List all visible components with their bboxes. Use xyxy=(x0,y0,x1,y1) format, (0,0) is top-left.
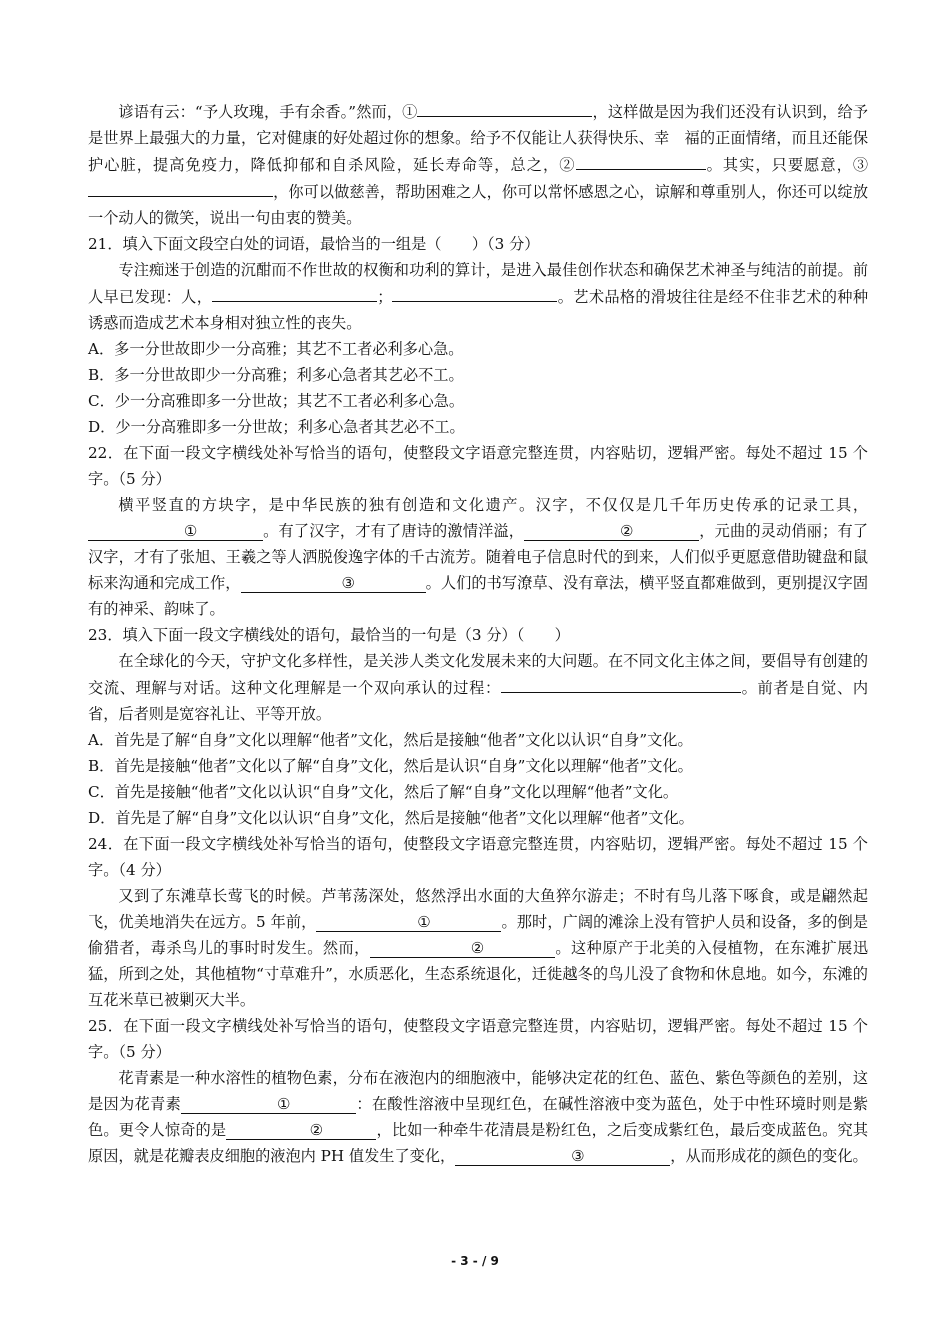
answer-blank[interactable] xyxy=(417,98,592,117)
answer-blank[interactable] xyxy=(576,151,706,170)
answer-blank[interactable]: ② xyxy=(370,939,555,958)
q24-passage: 又到了东滩草长莺飞的时候。芦苇荡深处，悠然浮出水面的大鱼猝尔游走；不时有鸟儿落下啄食，或是翩然起飞，优美地消失在远方。5 年前， ① 。那时，广阔的滩涂上没有管护人员和设备，多的倒是偷猎者，毒杀鸟儿的事时时发生。然而， ② 。这种原产于北美的入侵植物，在东滩扩展迅猛，所到之处，其他植物“寸草难升”，水质恶化，生态系统退化，迁徙越冬的鸟儿没了食物和休息地。如今，东滩的互花米草已被剿灭大半。 xyxy=(88,887,869,1009)
q21-option[interactable]: A．多一分世故即少一分高雅；其艺不工者必利多心急。 xyxy=(88,340,464,358)
answer-blank[interactable] xyxy=(212,283,377,302)
q23-title: 23．填入下面一段文字横线处的语句，最恰当的一句是（3 分）（ ） xyxy=(88,626,570,644)
q22-passage: 横平竖直的方块字，是中华民族的独有创造和文化遗产。汉字，不仅仅是几千年历史传承的记录工具，① 。有了汉字，才有了唐诗的激情洋溢， ② ，元曲的灵动俏丽；有了汉字，才有了张旭、王羲之等人洒脱俊逸字体的千古流芳。随着电子信息时代的到来，人们似乎更愿意借助键盘和鼠标来沟通和完成工作， ③ 。人们的书写潦草、没有章法，横平竖直都难做到，更别提汉字固有的神采、韵味了。 xyxy=(88,496,869,618)
answer-blank[interactable]: ② xyxy=(524,522,699,541)
q21-option[interactable]: B．多一分世故即少一分高雅；利多心急者其艺必不工。 xyxy=(88,366,464,384)
q25-title: 25．在下面一段文字横线处补写恰当的语句，使整段文字语意完整连贯，内容贴切，逻辑严密。每处不超过 15 个字。（5 分） xyxy=(88,1017,868,1061)
q22-title: 22．在下面一段文字横线处补写恰当的语句，使整段文字语意完整连贯，内容贴切，逻辑严密。每处不超过 15 个字。（5 分） xyxy=(88,444,868,488)
answer-blank[interactable] xyxy=(392,283,557,302)
q23-option[interactable]: A．首先是了解“自身”文化以理解“他者”文化，然后是接触“他者”文化以认识“自身”文化。 xyxy=(88,731,693,749)
answer-blank[interactable]: ③ xyxy=(241,574,426,593)
q23-option[interactable]: D．首先是了解“自身”文化以认识“自身”文化，然后是接触“他者”文化以理解“他者”文化。 xyxy=(88,809,694,827)
page-number: - 3 - / 9 xyxy=(451,1254,499,1268)
q21-title: 21．填入下面文段空白处的词语，最恰当的一组是（ ）（3 分） xyxy=(88,235,540,253)
q25-passage: 花青素是一种水溶性的植物色素，分布在液泡内的细胞液中，能够决定花的红色、蓝色、紫色等颜色的差别，这是因为花青素 ① ：在酸性溶液中呈现红色，在碱性溶液中变为蓝色，处于中性环境时则是紫色。更令人惊奇的是 ② ，比如一种牵牛花清晨是粉红色，之后变成紫红色，最后变成蓝色。究其原因，就是花瓣表皮细胞的液泡内 PH 值发生了变化， ③ ，从而形成花的颜色的变化。 xyxy=(88,1069,869,1165)
q21-passage: 专注痴迷于创造的沉酣而不作世故的权衡和功利的算计，是进入最佳创作状态和确保艺术神圣与纯洁的前提。前人早已发现：人， ； 。艺术品格的滑坡往往是经不住非艺术的种种诱惑而造成艺术本身相对独立性的丧失。 xyxy=(88,261,869,332)
answer-blank[interactable]: ① xyxy=(316,913,501,932)
q23-option[interactable]: B．首先是接触“他者”文化以了解“自身”文化，然后是认识“自身”文化以理解“他者”文化。 xyxy=(88,757,693,775)
page-content xyxy=(88,98,868,1169)
answer-blank[interactable]: ② xyxy=(226,1121,376,1140)
answer-blank[interactable]: ③ xyxy=(455,1147,670,1166)
q21-option[interactable]: D．少一分高雅即多一分世故；利多心急者其艺必不工。 xyxy=(88,418,465,436)
answer-blank[interactable] xyxy=(501,674,741,693)
q21-option[interactable]: C．少一分高雅即多一分世故；其艺不工者必利多心急。 xyxy=(88,392,465,410)
answer-blank[interactable]: ① xyxy=(181,1095,356,1114)
q23-option[interactable]: C．首先是接触“他者”文化以认识“自身”文化，然后了解“自身”文化以理解“他者”文化。 xyxy=(88,783,679,801)
answer-blank[interactable] xyxy=(88,178,273,197)
q24-title: 24．在下面一段文字横线处补写恰当的语句，使整段文字语意完整连贯，内容贴切，逻辑严密。每处不超过 15 个字。（4 分） xyxy=(88,835,868,879)
answer-blank[interactable]: ① xyxy=(88,522,263,541)
q23-passage: 在全球化的今天，守护文化多样性，是关涉人类文化发展未来的大问题。在不同文化主体之间，要倡导有创建的交流、理解与对话。这种文化理解是一个双向承认的过程： 。前者是自觉、内省，后者则是宽容礼让、平等开放。 xyxy=(88,652,869,723)
intro-paragraph: 谚语有云：“予人玫瑰，手有余香。”然而，① ，这样做是因为我们还没有认识到，给予是世界上最强大的力量，它对健康的好处超过你的想象。给予不仅能让人获得快乐、幸 福的正面情绪，而且还能保护心脏，提高免疫力，降低抑郁和自杀风险，延长寿命等，总之，② 。其实，只要愿意，③，你可以做慈善，帮助困难之人，你可以常怀感恩之心，谅解和尊重别人，你还可以绽放一个动人的微笑，说出一句由衷的赞美。 xyxy=(88,98,868,231)
